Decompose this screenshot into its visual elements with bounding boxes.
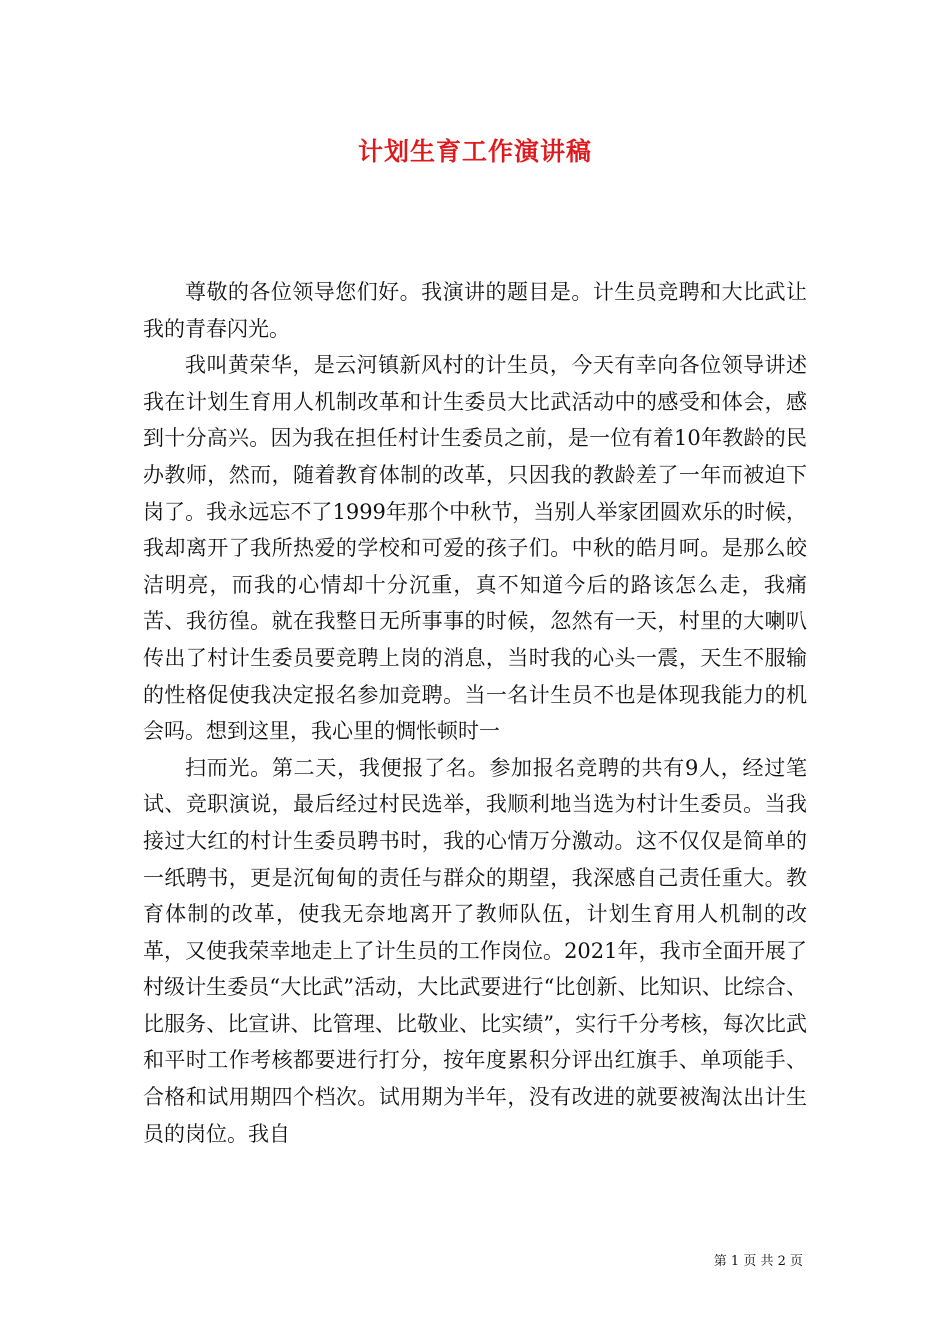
paragraph-2: 我叫黄荣华，是云河镇新风村的计生员，今天有幸向各位领导讲述我在计划生育用人机制改革和计生委员大比武活动中的感受和体会，感到十分高兴。因为我在担任村计生委员之前，是一位有着10年教龄的民办教师，然而，随着教育体制的改革，只因我的教龄差了一年而被迫下岗了。我永远忘不了1999年那个中秋节，当别人举家团圆欢乐的时候，我却离开了我所热爱的学校和可爱的孩子们。中秋的皓月呵。是那么皎洁明亮，而我的心情却十分沉重，真不知道今后的路该怎么走，我痛苦、我彷徨。就在我整日无所事事的时候，忽然有一天，村里的大喇叭传出了村计生委员要竞聘上岗的消息，当时我的心头一震，天生不服输的性格促使我决定报名参加竞聘。当一名计生员不也是体现我能力的机会吗。想到这里，我心里的惆怅顿时一 [143, 353, 807, 744]
document-title: 计划生育工作演讲稿 [357, 137, 592, 166]
paragraph-1: 尊敬的各位领导您们好。我演讲的题目是。计生员竞聘和大比武让我的青春闪光。 [143, 280, 807, 341]
document-body [143, 274, 807, 1152]
page-number-footer: 第 1 页 共 2 页 [713, 1254, 803, 1269]
paragraph-3: 扫而光。第二天，我便报了名。参加报名竞聘的共有9人，经过笔试、竞职演说，最后经过村民选举，我顺利地当选为村计生委员。当我接过大红的村计生委员聘书时，我的心情万分激动。这不仅仅是简单的一纸聘书，更是沉甸甸的责任与群众的期望，我深感自己责任重大。教育体制的改革，使我无奈地离开了教师队伍，计划生育用人机制的改革，又使我荣幸地走上了计生员的工作岗位。2021年，我市全面开展了村级计生委员“大比武”活动，大比武要进行“比创新、比知识、比综合、比服务、比宣讲、比管理、比敬业、比实绩”，实行千分考核，每次比武和平时工作考核都要进行打分，按年度累积分评出红旗手、单项能手、合格和试用期四个档次。试用期为半年，没有改进的就要被淘汰出计生员的岗位。我自 [143, 755, 807, 1146]
